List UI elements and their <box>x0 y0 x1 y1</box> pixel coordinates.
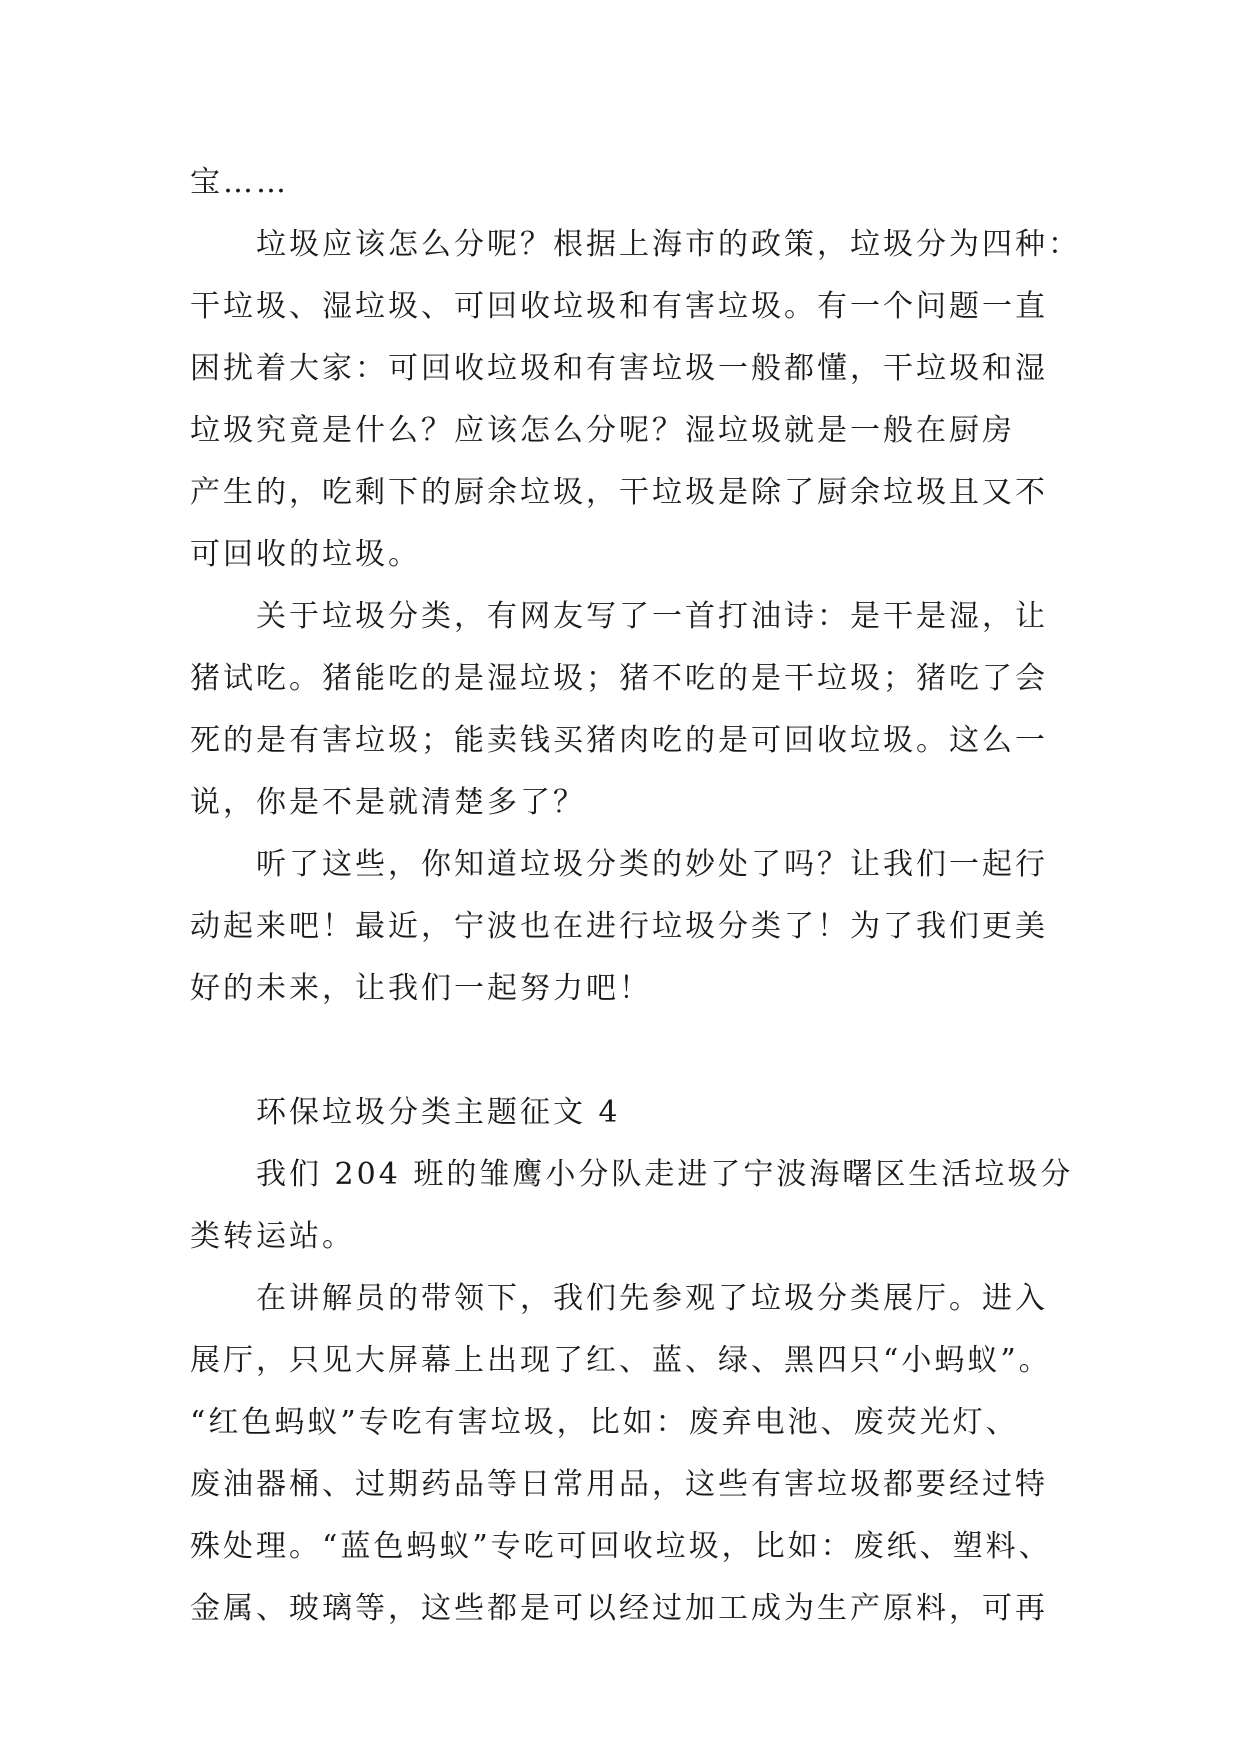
text-line: 死的是有害垃圾；能卖钱买猪肉吃的是可回收垃圾。这么一 <box>190 723 1048 758</box>
essay-part-1 <box>190 152 1090 1020</box>
section-gap <box>190 1020 1090 1082</box>
text-line: 可回收的垃圾。 <box>190 537 421 572</box>
text-line: 金属、玻璃等，这些都是可以经过加工成为生产原料，可再 <box>190 1591 1048 1626</box>
text-line: 展厅，只见大屏幕上出现了红、蓝、绿、黑四只“小蚂蚁”。 <box>190 1343 1052 1378</box>
text-line: 动起来吧！最近，宁波也在进行垃圾分类了！为了我们更美 <box>190 909 1048 944</box>
essay-part-2 <box>190 1082 1090 1640</box>
text-line: 困扰着大家：可回收垃圾和有害垃圾一般都懂，干垃圾和湿 <box>190 351 1048 386</box>
text-line: 宝…… <box>190 165 289 200</box>
text-line: 干垃圾、湿垃圾、可回收垃圾和有害垃圾。有一个问题一直 <box>190 289 1048 324</box>
text-line: 产生的，吃剩下的厨余垃圾，干垃圾是除了厨余垃圾且又不 <box>190 475 1048 510</box>
text-line: 类转运站。 <box>190 1219 355 1254</box>
text-line: 猪试吃。猪能吃的是湿垃圾；猪不吃的是干垃圾；猪吃了会 <box>190 661 1048 696</box>
text-line: 在讲解员的带领下，我们先参观了垃圾分类展厅。进入 <box>256 1281 1048 1316</box>
text-line: 垃圾应该怎么分呢？根据上海市的政策，垃圾分为四种： <box>256 227 1081 262</box>
text-line: 我们 204 班的雏鹰小分队走进了宁波海曙区生活垃圾分 <box>256 1157 1074 1192</box>
text-line: 说，你是不是就清楚多了？ <box>190 785 586 820</box>
text-line: 废油器桶、过期药品等日常用品，这些有害垃圾都要经过特 <box>190 1467 1048 1502</box>
text-line: 殊处理。“蓝色蚂蚁”专吃可回收垃圾，比如：废纸、塑料、 <box>190 1529 1052 1564</box>
text-line: 垃圾究竟是什么？应该怎么分呢？湿垃圾就是一般在厨房 <box>190 413 1015 448</box>
text-line: 关于垃圾分类，有网友写了一首打油诗：是干是湿，让 <box>256 599 1048 634</box>
text-line: “红色蚂蚁”专吃有害垃圾，比如：废弃电池、废荧光灯、 <box>190 1405 1019 1440</box>
text-line: 好的未来，让我们一起努力吧！ <box>190 971 652 1006</box>
text-line: 听了这些，你知道垃圾分类的妙处了吗？让我们一起行 <box>256 847 1048 882</box>
document-body <box>190 152 1090 1640</box>
text-line: 环保垃圾分类主题征文 4 <box>256 1095 621 1130</box>
